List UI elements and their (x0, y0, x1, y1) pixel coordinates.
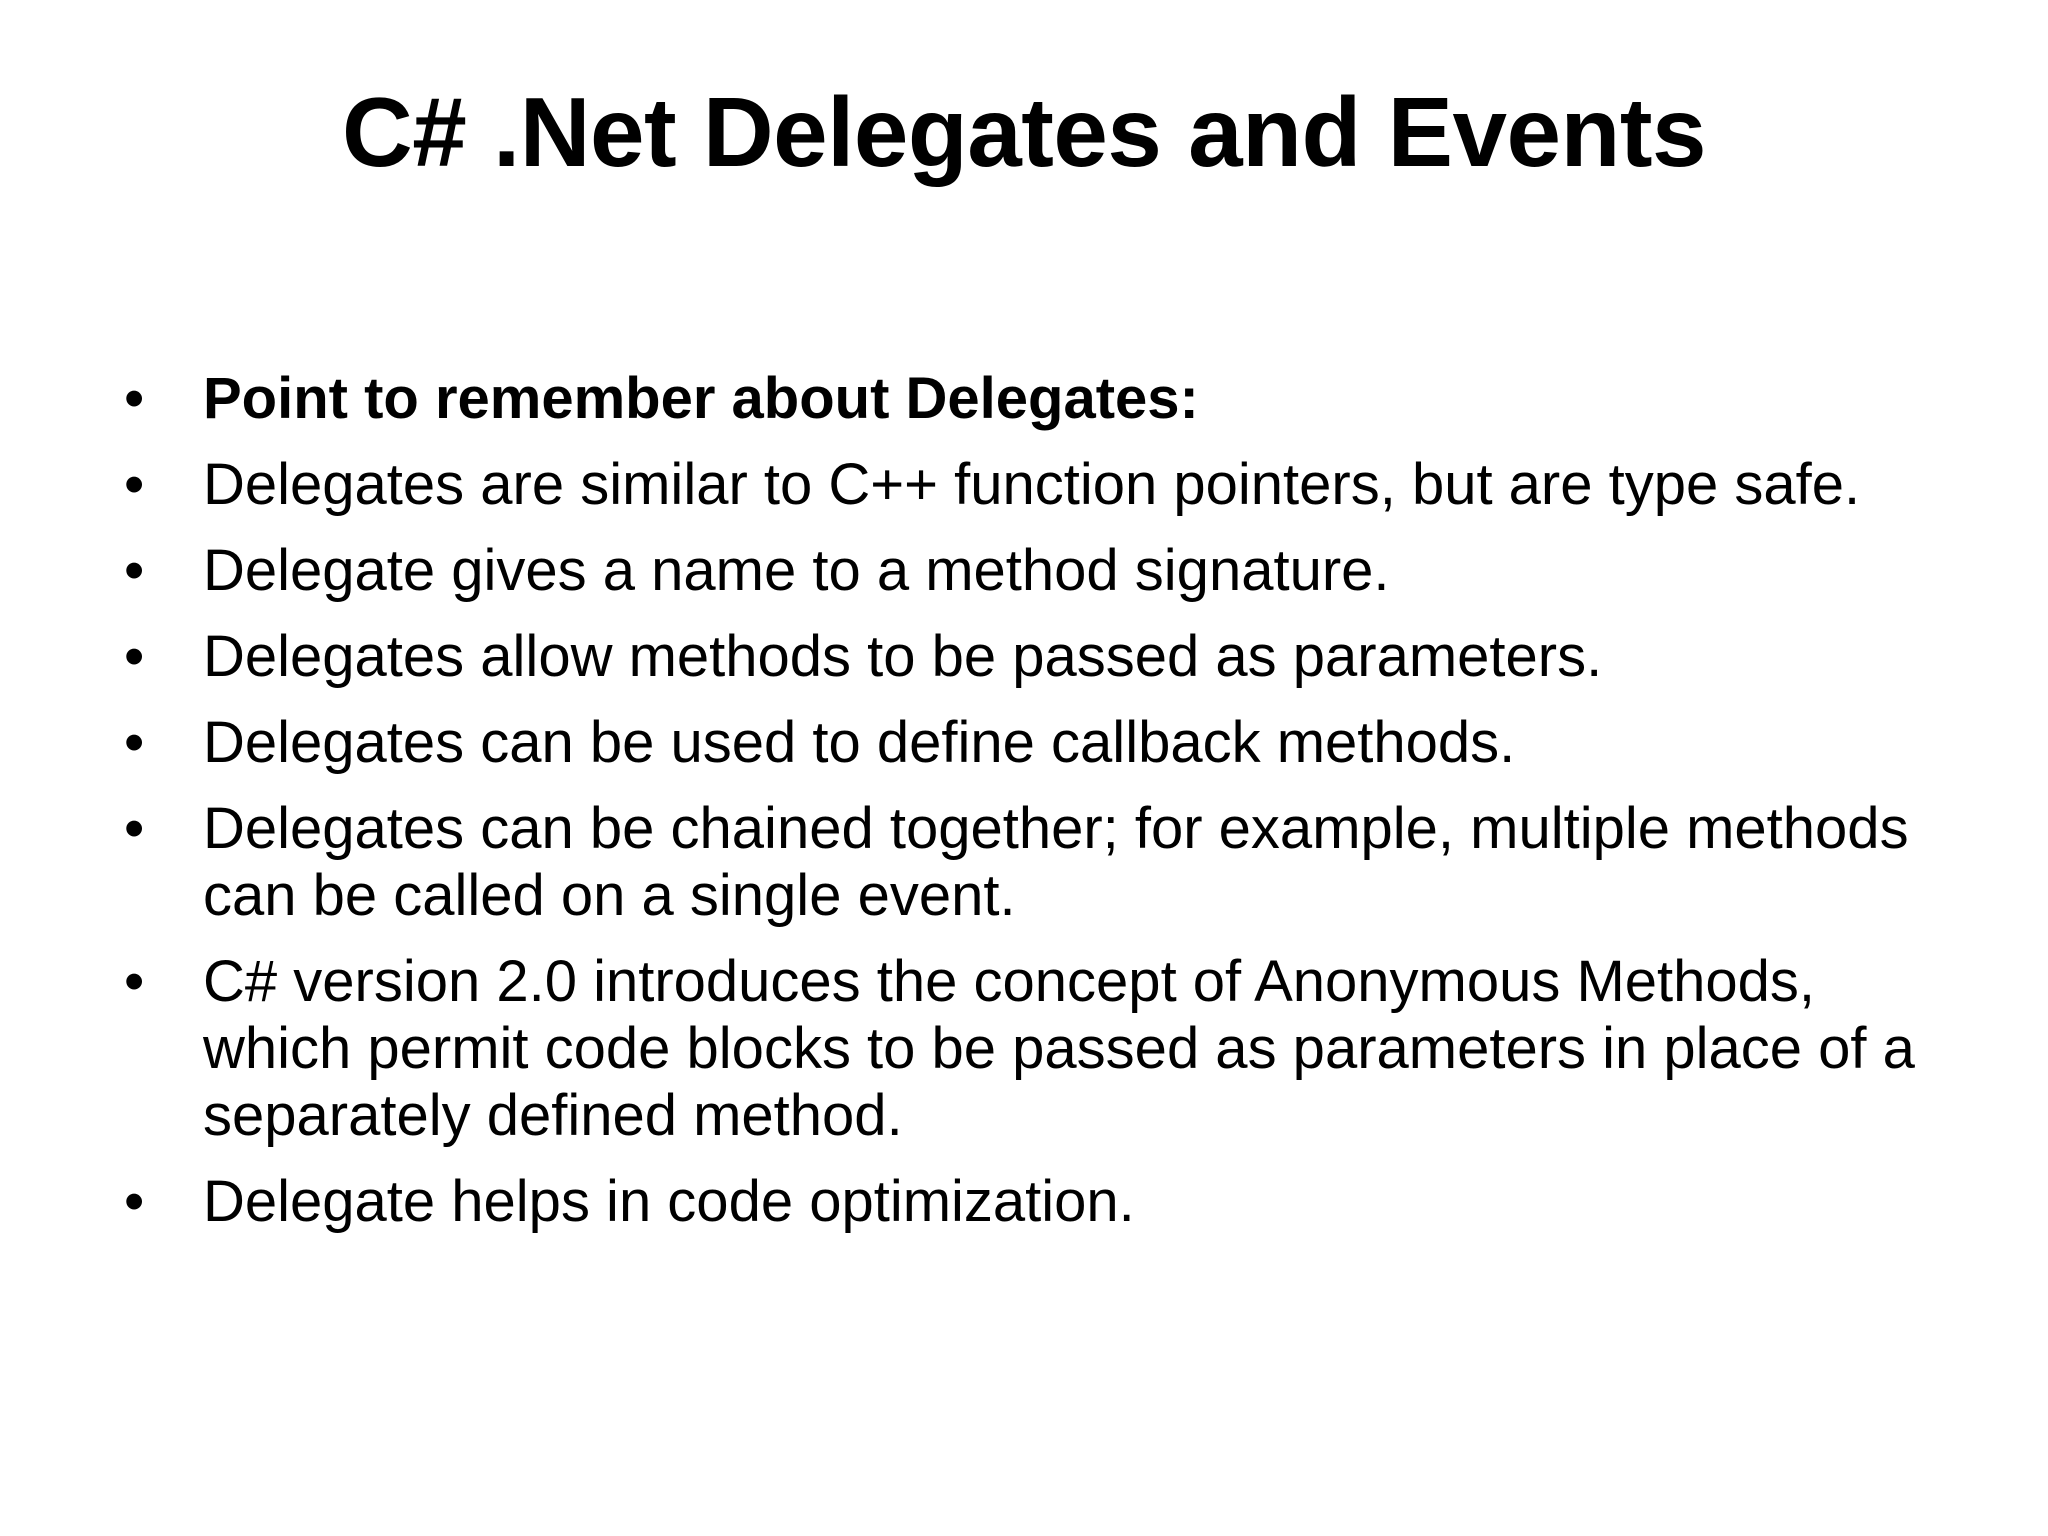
bullet-item (120, 1168, 1950, 1235)
bullet-icon: • (124, 1169, 145, 1234)
bullet-text: Delegate helps in code optimization. (203, 1169, 1135, 1234)
bullet-icon: • (124, 949, 145, 1014)
bullet-icon: • (124, 624, 145, 689)
bullet-text: Delegates are similar to C++ function pointers, but are type safe. (203, 452, 1861, 517)
bullet-text: Delegate gives a name to a method signature. (203, 538, 1390, 603)
bullet-item (120, 623, 1950, 690)
bullet-item (120, 795, 1950, 929)
bullet-text: Delegates can be used to define callback methods. (203, 710, 1516, 775)
bullet-item (120, 709, 1950, 776)
bullet-icon: • (124, 710, 145, 775)
slide-title: C# .Net Delegates and Events (342, 77, 1706, 187)
bullet-item (120, 537, 1950, 604)
bullet-list (120, 365, 1950, 1254)
bullet-text: Point to remember about Delegates: (203, 366, 1199, 431)
bullet-item (120, 365, 1950, 432)
bullet-text: Delegates allow methods to be passed as parameters. (203, 624, 1603, 689)
bullet-icon: • (124, 452, 145, 517)
bullet-icon: • (124, 796, 145, 861)
bullet-text: Delegates can be chained together; for example, multiple methods can be called on a single event. (203, 796, 1909, 928)
bullet-item (120, 948, 1950, 1149)
bullet-icon: • (124, 538, 145, 603)
bullet-item (120, 451, 1950, 518)
bullet-icon: • (124, 366, 145, 431)
bullet-text: C# version 2.0 introduces the concept of Anonymous Methods, which permit code blocks to be passed as parameters in place of a separately defined method. (203, 949, 1915, 1148)
